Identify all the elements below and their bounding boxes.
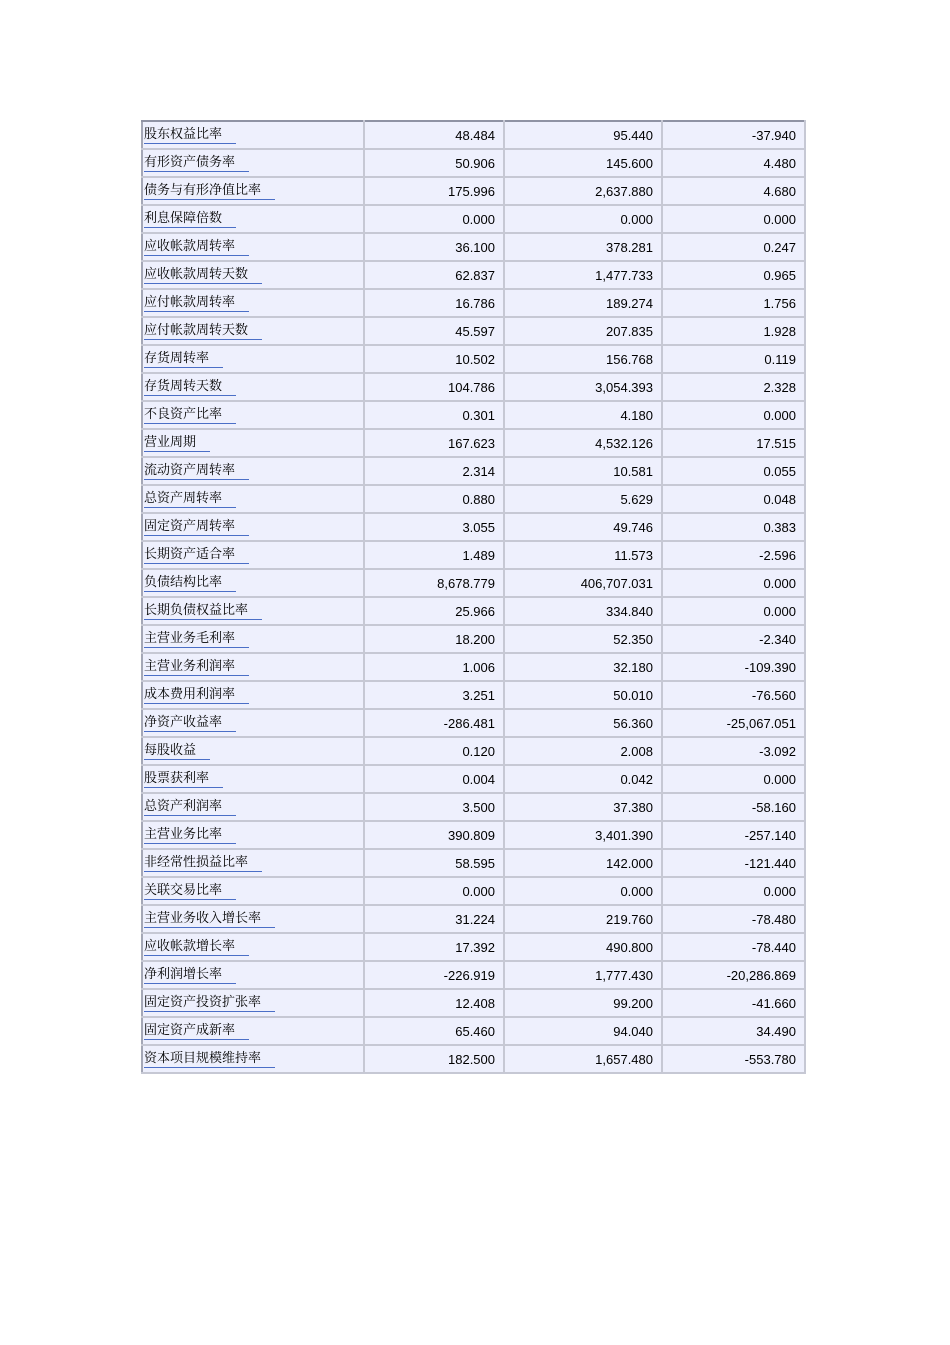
value-cell-3: 0.000 (662, 597, 805, 625)
row-label-cell (142, 457, 364, 485)
ratio-name-link[interactable]: 存货周转天数 (144, 379, 236, 396)
ratio-name-link[interactable]: 有形资产债务率 (144, 155, 249, 172)
value-cell-3: 4.680 (662, 177, 805, 205)
value-cell-3: -121.440 (662, 849, 805, 877)
ratio-name-link[interactable]: 非经常性损益比率 (144, 855, 262, 872)
row-label-cell (142, 737, 364, 765)
value-cell-1: 0.301 (364, 401, 504, 429)
value-cell-1: 175.996 (364, 177, 504, 205)
value-cell-2: 334.840 (504, 597, 662, 625)
value-cell-3: 0.000 (662, 765, 805, 793)
ratio-name-link[interactable]: 应付帐款周转率 (144, 295, 249, 312)
value-cell-3: 0.247 (662, 233, 805, 261)
value-cell-2: 50.010 (504, 681, 662, 709)
value-cell-1: 0.880 (364, 485, 504, 513)
value-cell-1: 167.623 (364, 429, 504, 457)
ratio-name-link[interactable]: 存货周转率 (144, 351, 223, 368)
value-cell-3: -76.560 (662, 681, 805, 709)
value-cell-2: 2.008 (504, 737, 662, 765)
table-row (142, 625, 805, 653)
value-cell-2: 49.746 (504, 513, 662, 541)
value-cell-3: -553.780 (662, 1045, 805, 1073)
ratio-name-link[interactable]: 净资产收益率 (144, 715, 236, 732)
value-cell-2: 207.835 (504, 317, 662, 345)
value-cell-1: 0.000 (364, 877, 504, 905)
ratio-name-link[interactable]: 关联交易比率 (144, 883, 236, 900)
value-cell-3: 0.119 (662, 345, 805, 373)
value-cell-3: -58.160 (662, 793, 805, 821)
table-row (142, 849, 805, 877)
table-row (142, 961, 805, 989)
value-cell-2: 0.042 (504, 765, 662, 793)
table-row (142, 1017, 805, 1045)
ratio-name-link[interactable]: 应收帐款周转天数 (144, 267, 262, 284)
value-cell-1: 0.004 (364, 765, 504, 793)
value-cell-2: 219.760 (504, 905, 662, 933)
row-label-cell (142, 653, 364, 681)
table-row (142, 457, 805, 485)
ratio-name-link[interactable]: 应收帐款增长率 (144, 939, 249, 956)
value-cell-3: -20,286.869 (662, 961, 805, 989)
value-cell-2: 95.440 (504, 121, 662, 149)
row-label-cell (142, 793, 364, 821)
value-cell-2: 1,777.430 (504, 961, 662, 989)
value-cell-2: 11.573 (504, 541, 662, 569)
value-cell-3: 1.928 (662, 317, 805, 345)
row-label-cell (142, 877, 364, 905)
table-row (142, 149, 805, 177)
ratio-name-link[interactable]: 主营业务收入增长率 (144, 911, 275, 928)
value-cell-1: 65.460 (364, 1017, 504, 1045)
row-label-cell (142, 149, 364, 177)
table-row (142, 373, 805, 401)
ratio-name-link[interactable]: 成本费用利润率 (144, 687, 249, 704)
table-row (142, 121, 805, 149)
value-cell-1: 12.408 (364, 989, 504, 1017)
ratio-name-link[interactable]: 长期资产适合率 (144, 547, 249, 564)
ratio-name-link[interactable]: 资本项目规模维持率 (144, 1051, 275, 1068)
table-row (142, 933, 805, 961)
value-cell-2: 3,054.393 (504, 373, 662, 401)
value-cell-2: 4,532.126 (504, 429, 662, 457)
value-cell-1: 104.786 (364, 373, 504, 401)
table-row (142, 793, 805, 821)
row-label-cell (142, 401, 364, 429)
value-cell-1: 3.500 (364, 793, 504, 821)
value-cell-1: 3.251 (364, 681, 504, 709)
value-cell-3: 4.480 (662, 149, 805, 177)
row-label-cell (142, 597, 364, 625)
ratio-name-link[interactable]: 应付帐款周转天数 (144, 323, 262, 340)
row-label-cell (142, 989, 364, 1017)
ratio-name-link[interactable]: 净利润增长率 (144, 967, 236, 984)
table-row (142, 681, 805, 709)
value-cell-1: 16.786 (364, 289, 504, 317)
value-cell-1: 1.006 (364, 653, 504, 681)
value-cell-2: 10.581 (504, 457, 662, 485)
value-cell-3: 2.328 (662, 373, 805, 401)
table-row (142, 569, 805, 597)
value-cell-3: -78.440 (662, 933, 805, 961)
value-cell-3: 0.000 (662, 205, 805, 233)
row-label-cell (142, 961, 364, 989)
table-row (142, 513, 805, 541)
value-cell-1: 58.595 (364, 849, 504, 877)
row-label-cell (142, 513, 364, 541)
value-cell-3: -3.092 (662, 737, 805, 765)
table-row (142, 821, 805, 849)
ratio-name-link[interactable]: 负债结构比率 (144, 575, 236, 592)
value-cell-2: 189.274 (504, 289, 662, 317)
row-label-cell (142, 233, 364, 261)
value-cell-2: 3,401.390 (504, 821, 662, 849)
value-cell-1: 48.484 (364, 121, 504, 149)
value-cell-2: 99.200 (504, 989, 662, 1017)
row-label-cell (142, 485, 364, 513)
financial-ratio-table (141, 120, 806, 1074)
value-cell-2: 94.040 (504, 1017, 662, 1045)
value-cell-2: 0.000 (504, 877, 662, 905)
row-label-cell (142, 345, 364, 373)
table-row (142, 737, 805, 765)
value-cell-2: 142.000 (504, 849, 662, 877)
value-cell-1: 17.392 (364, 933, 504, 961)
value-cell-1: 390.809 (364, 821, 504, 849)
value-cell-2: 37.380 (504, 793, 662, 821)
ratio-name-link[interactable]: 固定资产周转率 (144, 519, 249, 536)
value-cell-2: 378.281 (504, 233, 662, 261)
value-cell-2: 406,707.031 (504, 569, 662, 597)
value-cell-3: -25,067.051 (662, 709, 805, 737)
value-cell-1: 3.055 (364, 513, 504, 541)
value-cell-1: 31.224 (364, 905, 504, 933)
table-row (142, 177, 805, 205)
value-cell-2: 5.629 (504, 485, 662, 513)
row-label-cell (142, 261, 364, 289)
value-cell-1: 0.120 (364, 737, 504, 765)
ratio-name-link[interactable]: 股东权益比率 (144, 127, 236, 144)
row-label-cell (142, 317, 364, 345)
value-cell-1: -226.919 (364, 961, 504, 989)
ratio-name-link[interactable]: 主营业务毛利率 (144, 631, 249, 648)
value-cell-3: 0.000 (662, 877, 805, 905)
row-label-cell (142, 429, 364, 457)
table-row (142, 401, 805, 429)
value-cell-3: 0.965 (662, 261, 805, 289)
table-row (142, 261, 805, 289)
row-label-cell (142, 289, 364, 317)
ratio-name-link[interactable]: 主营业务利润率 (144, 659, 249, 676)
value-cell-2: 32.180 (504, 653, 662, 681)
value-cell-1: 18.200 (364, 625, 504, 653)
value-cell-1: -286.481 (364, 709, 504, 737)
value-cell-3: -78.480 (662, 905, 805, 933)
ratio-name-link[interactable]: 股票获利率 (144, 771, 223, 788)
ratio-name-link[interactable]: 流动资产周转率 (144, 463, 249, 480)
ratio-name-link[interactable]: 利息保障倍数 (144, 211, 236, 228)
value-cell-1: 10.502 (364, 345, 504, 373)
value-cell-3: 0.000 (662, 401, 805, 429)
table-row (142, 709, 805, 737)
ratio-name-link[interactable]: 债务与有形净值比率 (144, 183, 275, 200)
value-cell-2: 4.180 (504, 401, 662, 429)
value-cell-3: 0.383 (662, 513, 805, 541)
row-label-cell (142, 765, 364, 793)
value-cell-3: 1.756 (662, 289, 805, 317)
value-cell-2: 145.600 (504, 149, 662, 177)
row-label-cell (142, 373, 364, 401)
table-row (142, 429, 805, 457)
value-cell-3: -109.390 (662, 653, 805, 681)
value-cell-2: 2,637.880 (504, 177, 662, 205)
value-cell-1: 25.966 (364, 597, 504, 625)
table-row (142, 345, 805, 373)
table-row (142, 597, 805, 625)
row-label-cell (142, 905, 364, 933)
table-row (142, 485, 805, 513)
value-cell-3: -257.140 (662, 821, 805, 849)
value-cell-2: 0.000 (504, 205, 662, 233)
row-label-cell (142, 205, 364, 233)
row-label-cell (142, 933, 364, 961)
row-label-cell (142, 541, 364, 569)
table-row (142, 653, 805, 681)
value-cell-3: -2.340 (662, 625, 805, 653)
value-cell-1: 182.500 (364, 1045, 504, 1073)
row-label-cell (142, 625, 364, 653)
ratio-name-link[interactable]: 长期负债权益比率 (144, 603, 262, 620)
table-row (142, 317, 805, 345)
ratio-name-link[interactable]: 固定资产成新率 (144, 1023, 249, 1040)
row-label-cell (142, 849, 364, 877)
row-label-cell (142, 569, 364, 597)
row-label-cell (142, 121, 364, 149)
ratio-name-link[interactable]: 总资产周转率 (144, 491, 236, 508)
table-row (142, 905, 805, 933)
table-row (142, 541, 805, 569)
row-label-cell (142, 681, 364, 709)
value-cell-1: 62.837 (364, 261, 504, 289)
value-cell-3: -41.660 (662, 989, 805, 1017)
table-row (142, 877, 805, 905)
value-cell-2: 56.360 (504, 709, 662, 737)
row-label-cell (142, 1045, 364, 1073)
value-cell-2: 1,657.480 (504, 1045, 662, 1073)
value-cell-1: 36.100 (364, 233, 504, 261)
value-cell-1: 45.597 (364, 317, 504, 345)
value-cell-2: 490.800 (504, 933, 662, 961)
ratio-name-link[interactable]: 营业周期 (144, 435, 210, 452)
ratio-name-link[interactable]: 主营业务比率 (144, 827, 236, 844)
ratio-name-link[interactable]: 每股收益 (144, 743, 210, 760)
value-cell-3: 0.000 (662, 569, 805, 597)
value-cell-2: 1,477.733 (504, 261, 662, 289)
table-row (142, 1045, 805, 1073)
value-cell-3: -37.940 (662, 121, 805, 149)
value-cell-2: 156.768 (504, 345, 662, 373)
value-cell-3: 17.515 (662, 429, 805, 457)
ratio-name-link[interactable]: 固定资产投资扩张率 (144, 995, 275, 1012)
value-cell-3: 0.055 (662, 457, 805, 485)
value-cell-1: 2.314 (364, 457, 504, 485)
value-cell-1: 0.000 (364, 205, 504, 233)
ratio-name-link[interactable]: 不良资产比率 (144, 407, 236, 424)
row-label-cell (142, 177, 364, 205)
ratio-name-link[interactable]: 应收帐款周转率 (144, 239, 249, 256)
value-cell-3: 0.048 (662, 485, 805, 513)
value-cell-1: 50.906 (364, 149, 504, 177)
table-row (142, 289, 805, 317)
row-label-cell (142, 1017, 364, 1045)
row-label-cell (142, 821, 364, 849)
value-cell-3: 34.490 (662, 1017, 805, 1045)
table-row (142, 989, 805, 1017)
value-cell-3: -2.596 (662, 541, 805, 569)
table-row (142, 205, 805, 233)
ratio-table-body (142, 121, 805, 1073)
value-cell-1: 8,678.779 (364, 569, 504, 597)
table-row (142, 233, 805, 261)
value-cell-2: 52.350 (504, 625, 662, 653)
value-cell-1: 1.489 (364, 541, 504, 569)
table-row (142, 765, 805, 793)
row-label-cell (142, 709, 364, 737)
ratio-name-link[interactable]: 总资产利润率 (144, 799, 236, 816)
